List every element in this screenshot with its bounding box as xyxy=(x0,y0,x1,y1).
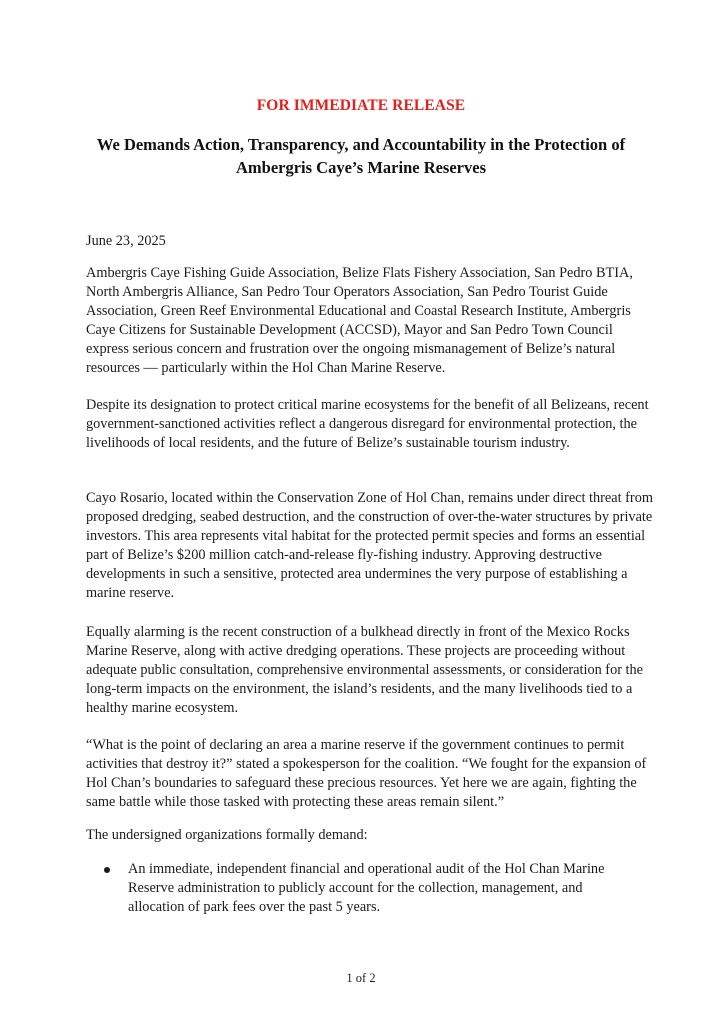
bullet-icon xyxy=(104,867,110,873)
paragraph-coalition: Ambergris Caye Fishing Guide Association, Belize Flats Fishery Association, San Pedro BTIA, North Ambergris Alliance, San Pedro Tour Operators Association, San Pedro Tourist Guide Association, Green Reef Environmental Educational and Coastal Research Institute, Ambergris Caye Citizens for Sustainable Development (ACCSD), Mayor and San Pedro Town Council express serious concern and frustration over the ongoing mismanagement of Belize’s natural resources — particularly within the Hol Chan Marine Reserve. xyxy=(86,265,633,376)
paragraph-demands-intro: The undersigned organizations formally demand: xyxy=(86,827,368,843)
paragraph-quote: “What is the point of declaring an area a marine reserve if the government continues to permit activities that destroy it?” stated a spokesperson for the coalition. “We fought for the expansion of Hol Chan’s boundaries to safeguard these precious resources. Yet here we are again, fighting the same battle while those tasked with protecting these areas remain silent.” xyxy=(86,737,647,810)
paragraph-mexico-rocks: Equally alarming is the recent construction of a bulkhead directly in front of the Mexico Rocks Marine Reserve, along with active dredging operations. These projects are proceeding without adequate public consultation, comprehensive environmental assessments, or consideration for the long-term impacts on the environment, the island’s residents, and the many livelihoods tied to a healthy marine ecosystem. xyxy=(86,624,644,716)
page-number: 1 of 2 xyxy=(346,971,376,985)
list-item-text: An immediate, independent financial and operational audit of the Hol Chan Marine Reserve administration to publicly account for the collection, management, and allocation of park fees over the past 5 years. xyxy=(128,861,605,915)
release-date: June 23, 2025 xyxy=(86,233,166,249)
paragraph-designation: Despite its designation to protect critical marine ecosystems for the benefit of all Belizeans, recent government-sanctioned activities reflect a dangerous disregard for environmental protection, the livelihoods of local residents, and the future of Belize’s sustainable tourism industry. xyxy=(86,397,649,451)
paragraph-cayo-rosario: Cayo Rosario, located within the Conservation Zone of Hol Chan, remains under direct threat from proposed dredging, seabed destruction, and the construction of over-the-water structures by private investors. This area represents vital habitat for the protected permit species and forms an essential part of Belize’s $200 million catch-and-release fly-fishing industry. Approving destructive developments in such a sensitive, protected area undermines the very purpose of establishing a marine reserve. xyxy=(86,490,653,601)
headline: We Demands Action, Transparency, and Accountability in the Protection of Ambergris Caye’s Marine Reserves xyxy=(96,135,626,177)
release-label: FOR IMMEDIATE RELEASE xyxy=(256,97,466,114)
